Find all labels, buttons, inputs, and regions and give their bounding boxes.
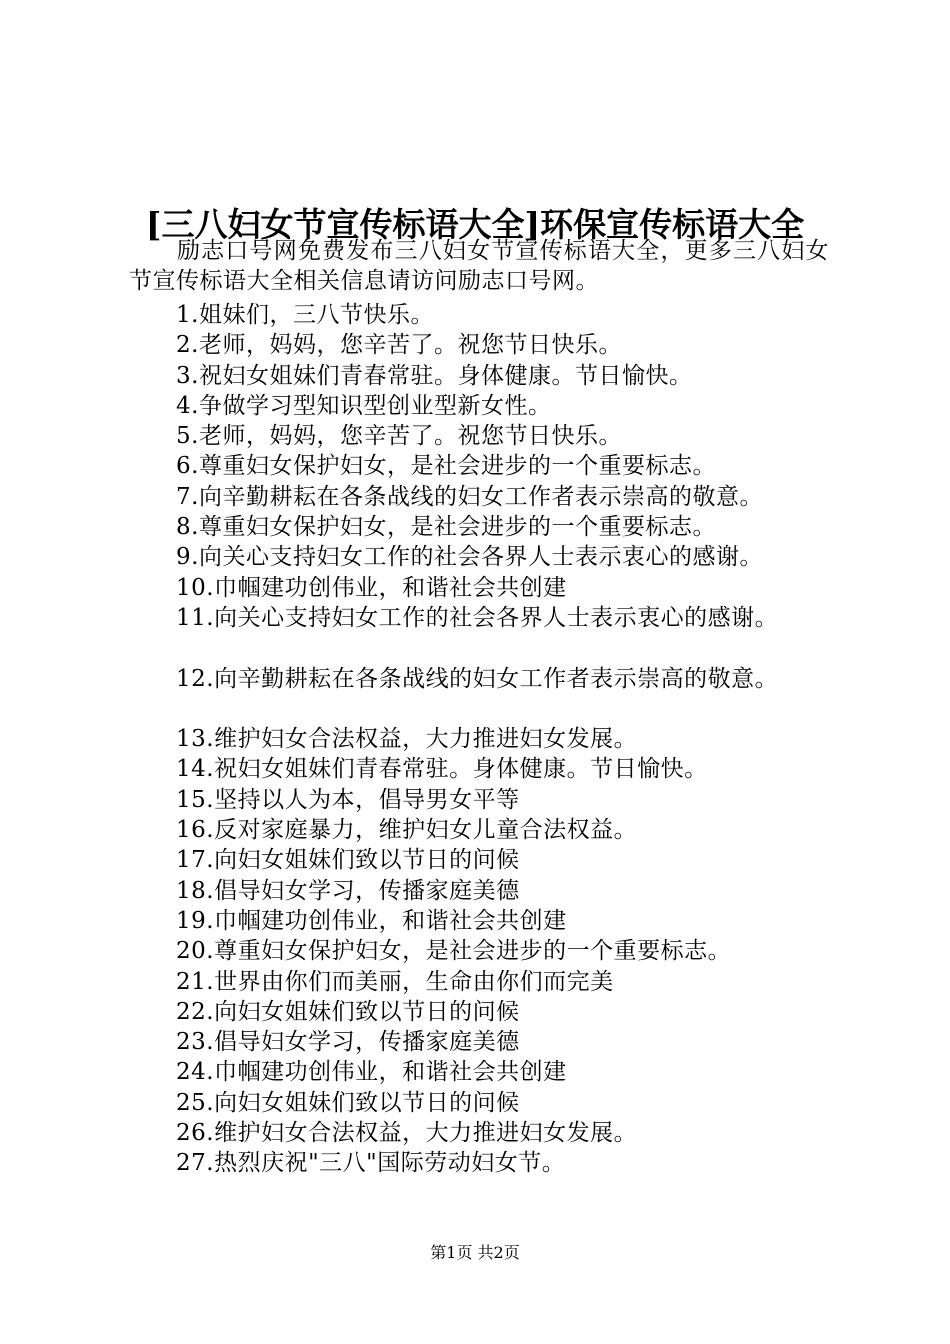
slogan-item: 22.向妇女姐妹们致以节日的问候	[176, 998, 520, 1025]
slogan-list	[176, 300, 856, 1179]
slogan-item: 6.尊重妇女保护妇女，是社会进步的一个重要标志。	[176, 453, 716, 480]
slogan-item: 9.向关心支持妇女工作的社会各界人士表示衷心的感谢。	[176, 544, 763, 571]
slogan-item: 13.维护妇女合法权益，大力推进妇女发展。	[176, 726, 638, 753]
slogan-item: 19.巾帼建功创伟业，和谐社会共创建	[176, 907, 567, 934]
slogan-item: 10.巾帼建功创伟业，和谐社会共创建	[176, 574, 567, 601]
slogan-item: 5.老师，妈妈，您辛苦了。祝您节日快乐。	[176, 423, 622, 450]
slogan-item: 20.尊重妇女保护妇女，是社会进步的一个重要标志。	[176, 938, 732, 965]
slogan-item: 4.争做学习型知识型创业型新女性。	[176, 392, 552, 419]
intro-paragraph: 励志口号网免费发布三八妇女节宣传标语大全，更多三八妇女节宣传标语大全相关信息请访问励志口号网。	[129, 238, 829, 294]
slogan-item: 15.坚持以人为本，倡导男女平等	[176, 786, 520, 813]
page-footer: 第1页 共2页	[430, 1243, 520, 1262]
slogan-item: 24.巾帼建功创伟业，和谐社会共创建	[176, 1059, 567, 1086]
slogan-item: 21.世界由你们而美丽，生命由你们而完美	[176, 968, 614, 995]
slogan-item: 7.向辛勤耕耘在各条战线的妇女工作者表示崇高的敬意。	[176, 483, 763, 510]
slogan-item: 11.向关心支持妇女工作的社会各界人士表示衷心的感谢。	[176, 604, 779, 631]
slogan-item: 3.祝妇女姐妹们青春常驻。身体健康。节日愉快。	[176, 362, 693, 389]
slogan-item: 17.向妇女姐妹们致以节日的问候	[176, 847, 520, 874]
slogan-item: 1.姐妹们，三八节快乐。	[176, 302, 434, 328]
slogan-item: 16.反对家庭暴力，维护妇女儿童合法权益。	[176, 817, 638, 844]
slogan-item: 27.热烈庆祝"三八"国际劳动妇女节。	[176, 1150, 566, 1177]
slogan-item: 18.倡导妇女学习，传播家庭美德	[176, 877, 520, 904]
slogan-item: 8.尊重妇女保护妇女，是社会进步的一个重要标志。	[176, 514, 716, 541]
slogan-item: 14.祝妇女姐妹们青春常驻。身体健康。节日愉快。	[176, 756, 708, 783]
slogan-item: 12.向辛勤耕耘在各条战线的妇女工作者表示崇高的敬意。	[176, 665, 779, 692]
slogan-item: 26.维护妇女合法权益，大力推进妇女发展。	[176, 1120, 638, 1147]
page-title: [三八妇女节宣传标语大全]环保宣传标语大全	[145, 205, 805, 245]
slogan-item: 25.向妇女姐妹们致以节日的问候	[176, 1089, 520, 1116]
slogan-item: 2.老师，妈妈，您辛苦了。祝您节日快乐。	[176, 332, 622, 359]
slogan-item: 23.倡导妇女学习，传播家庭美德	[176, 1029, 520, 1056]
